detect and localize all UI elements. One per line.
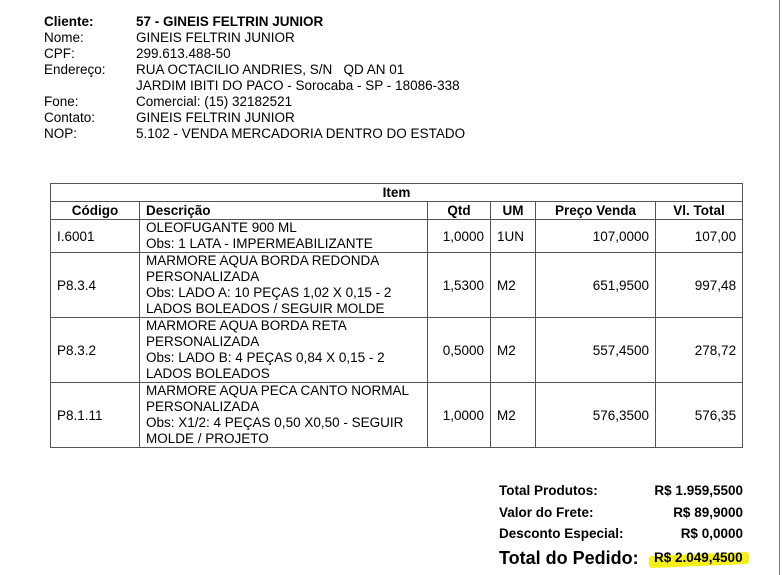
codigo-cell: P8.3.4 bbox=[51, 253, 140, 318]
col-descricao: Descrição bbox=[140, 202, 428, 220]
fone-label: Fone: bbox=[44, 94, 79, 109]
cpf-row bbox=[44, 46, 465, 62]
col-um: UM bbox=[491, 202, 536, 220]
um-cell: M2 bbox=[491, 383, 536, 448]
preco-cell: 576,3500 bbox=[536, 383, 656, 448]
table-row bbox=[51, 318, 743, 383]
valor-frete-label: Valor do Frete: bbox=[499, 504, 594, 520]
table-row bbox=[51, 220, 743, 253]
cpf-label: CPF: bbox=[44, 46, 75, 61]
descricao-cell: MARMORE AQUA BORDA REDONDA PERSONALIZADA Obs: LADO A: 10 PEÇAS 1,02 X 0,15 - 2 LADOS BOLEADOS / SEGUIR MOLDE bbox=[140, 253, 428, 318]
um-cell: M2 bbox=[491, 253, 536, 318]
endereco-row bbox=[44, 62, 465, 78]
preco-cell: 107,0000 bbox=[536, 220, 656, 253]
total-cell: 107,00 bbox=[656, 220, 743, 253]
qtd-cell: 1,0000 bbox=[428, 383, 491, 448]
nop-row bbox=[44, 126, 465, 142]
customer-info bbox=[44, 14, 465, 142]
total-pedido-label: Total do Pedido: bbox=[499, 548, 639, 568]
cliente-value: 57 - GINEIS FELTRIN JUNIOR bbox=[136, 14, 324, 29]
total-cell: 576,35 bbox=[656, 383, 743, 448]
descricao-cell: OLEOFUGANTE 900 ML Obs: 1 LATA - IMPERMEABILIZANTE bbox=[140, 220, 428, 253]
items-table-title: Item bbox=[51, 184, 743, 202]
total-produtos-value: R$ 1.959,5500 bbox=[654, 483, 743, 498]
total-pedido-value: R$ 2.049,4500 bbox=[654, 550, 743, 565]
descricao-cell: MARMORE AQUA BORDA RETA PERSONALIZADA Obs: LADO B: 4 PEÇAS 0,84 X 0,15 - 2 LADOS BOLEADOS bbox=[140, 318, 428, 383]
cliente-row bbox=[44, 14, 465, 30]
codigo-cell: P8.3.2 bbox=[51, 318, 140, 383]
totals-block bbox=[499, 483, 743, 548]
codigo-cell: I.6001 bbox=[51, 220, 140, 253]
qtd-cell: 0,5000 bbox=[428, 318, 491, 383]
qtd-cell: 1,5300 bbox=[428, 253, 491, 318]
cliente-label: Cliente: bbox=[44, 14, 94, 29]
contato-row bbox=[44, 110, 465, 126]
endereco-row-2 bbox=[44, 78, 465, 94]
total-cell: 997,48 bbox=[656, 253, 743, 318]
um-cell: M2 bbox=[491, 318, 536, 383]
endereco-line2: JARDIM IBITI DO PACO - Sorocaba - SP - 18086-338 bbox=[136, 78, 460, 93]
page-right-border bbox=[779, 0, 780, 575]
table-row bbox=[51, 253, 743, 318]
cpf-value: 299.613.488-50 bbox=[136, 46, 231, 61]
contato-value: GINEIS FELTRIN JUNIOR bbox=[136, 110, 295, 125]
valor-frete-value: R$ 89,9000 bbox=[673, 504, 743, 520]
fone-row bbox=[44, 94, 465, 110]
nop-value: 5.102 - VENDA MERCADORIA DENTRO DO ESTADO bbox=[136, 126, 466, 141]
total-produtos-row bbox=[499, 483, 743, 505]
col-vl-total: Vl. Total bbox=[656, 202, 743, 220]
valor-frete-row bbox=[499, 505, 743, 527]
total-cell: 278,72 bbox=[656, 318, 743, 383]
desconto-value: R$ 0,0000 bbox=[680, 526, 743, 541]
endereco-label: Endereço: bbox=[44, 62, 106, 77]
col-preco-venda: Preço Venda bbox=[536, 202, 656, 220]
nome-label: Nome: bbox=[44, 30, 84, 45]
items-table bbox=[50, 183, 743, 448]
col-qtd: Qtd bbox=[428, 202, 491, 220]
codigo-cell: P8.1.11 bbox=[51, 383, 140, 448]
nop-label: NOP: bbox=[44, 126, 78, 141]
col-codigo: Código bbox=[51, 202, 140, 220]
preco-cell: 651,9500 bbox=[536, 253, 656, 318]
um-cell: 1UN bbox=[491, 220, 536, 253]
descricao-cell: MARMORE AQUA PECA CANTO NORMAL PERSONALIZADA Obs: X1/2: 4 PEÇAS 0,50 X0,50 - SEGUIR MOLDE / PROJETO bbox=[140, 383, 428, 448]
desconto-row bbox=[499, 526, 743, 548]
endereco-line1: RUA OCTACILIO ANDRIES, S/N QD AN 01 bbox=[136, 62, 405, 77]
total-produtos-label: Total Produtos: bbox=[499, 483, 598, 498]
items-header-row bbox=[51, 202, 743, 220]
nome-row bbox=[44, 30, 465, 46]
preco-cell: 557,4500 bbox=[536, 318, 656, 383]
nome-value: GINEIS FELTRIN JUNIOR bbox=[136, 30, 295, 45]
total-pedido-row bbox=[499, 548, 749, 572]
qtd-cell: 1,0000 bbox=[428, 220, 491, 253]
fone-value: Comercial: (15) 32182521 bbox=[136, 94, 293, 109]
desconto-label: Desconto Especial: bbox=[499, 526, 624, 541]
contato-label: Contato: bbox=[44, 110, 96, 125]
table-row bbox=[51, 383, 743, 448]
